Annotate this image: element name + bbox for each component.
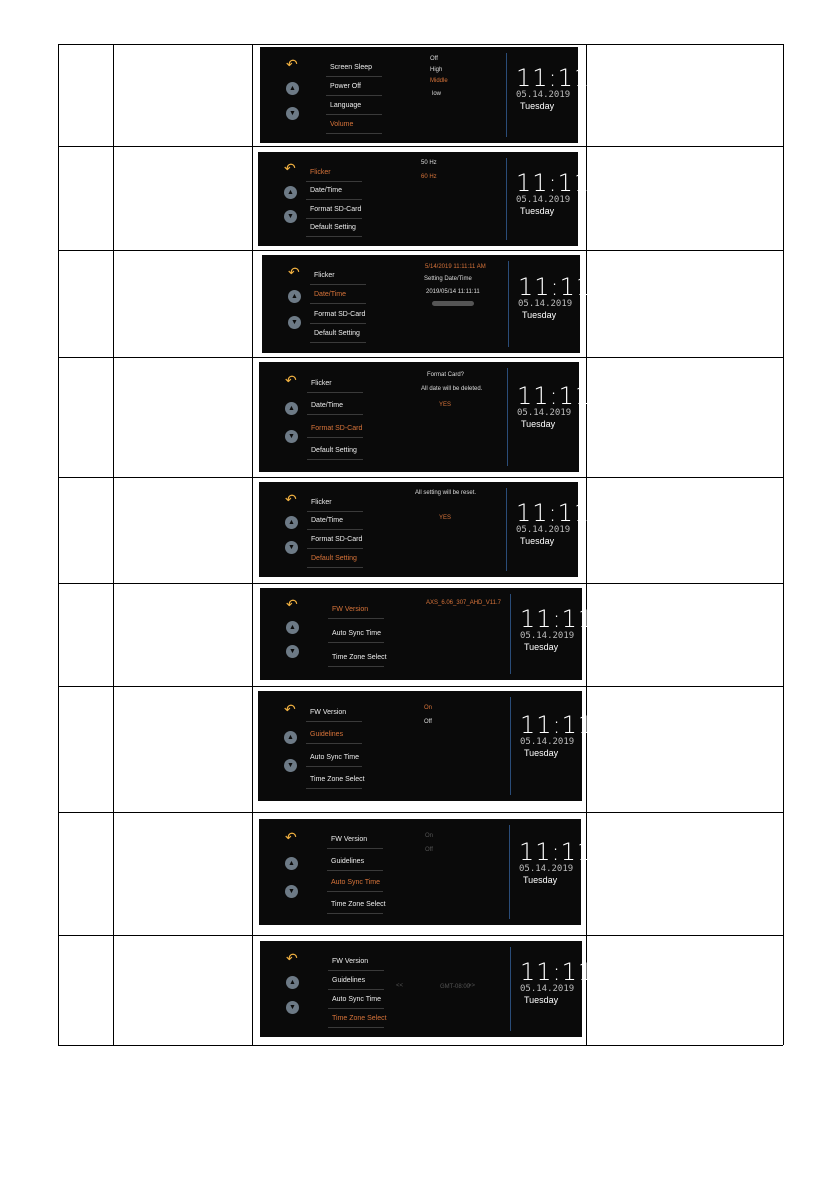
clock-day: Tuesday <box>521 419 556 429</box>
clock-time-row <box>520 711 610 739</box>
option-item[interactable]: 2019/05/14 11:11:11 <box>426 289 480 295</box>
device-screenshot <box>260 941 610 1037</box>
option-item[interactable]: On <box>425 833 434 839</box>
back-arrow-icon[interactable]: ↶ <box>284 701 296 717</box>
menu-separator <box>310 342 366 343</box>
back-arrow-icon[interactable]: ↶ <box>288 264 300 280</box>
menu-separator <box>306 743 362 744</box>
scroll-down-icon[interactable]: ▼ <box>285 541 298 554</box>
menu-item[interactable]: Guidelines <box>332 977 366 984</box>
option-item[interactable]: YES <box>439 402 452 408</box>
clock-day: Tuesday <box>524 995 559 1005</box>
clock-ampm: AM <box>596 972 610 982</box>
menu-item[interactable]: Screen Sleep <box>330 64 373 71</box>
clock-time-row <box>518 273 608 301</box>
menu-item[interactable]: Date/Time <box>310 187 343 194</box>
clock-ampm: AM <box>596 725 610 735</box>
menu-separator <box>328 970 384 971</box>
menu-item[interactable]: Default Setting <box>310 224 356 231</box>
table-row-rule <box>58 250 783 251</box>
settings-menu <box>310 691 390 801</box>
scroll-up-icon[interactable]: ▲ <box>286 976 299 989</box>
scroll-down-icon[interactable]: ▼ <box>284 210 297 223</box>
settings-menu <box>310 152 390 246</box>
menu-separator <box>328 989 384 990</box>
option-item[interactable]: << <box>396 983 404 989</box>
clock-time: 11:11 <box>520 605 595 633</box>
panel-divider <box>510 947 511 1031</box>
clock-day: Tuesday <box>520 536 555 546</box>
table-row-rule <box>58 812 783 813</box>
back-arrow-icon[interactable]: ↶ <box>285 829 297 845</box>
option-item[interactable]: GMT-08:00 <box>440 984 471 990</box>
menu-separator <box>327 870 383 871</box>
clock-date: 05.14.2019 <box>516 195 571 205</box>
clock-time: 11:11 <box>516 499 591 527</box>
menu-item[interactable]: Auto Sync Time <box>332 630 382 637</box>
menu-separator <box>307 437 363 438</box>
device-screenshot <box>259 482 606 577</box>
menu-item[interactable]: Format SD-Card <box>311 536 363 543</box>
menu-separator <box>306 236 362 237</box>
table-row-rule <box>58 686 783 687</box>
scroll-up-icon[interactable]: ▲ <box>285 857 298 870</box>
clock-date: 05.14.2019 <box>520 737 575 747</box>
menu-item[interactable]: Date/Time <box>311 517 344 524</box>
clock-panel <box>520 711 610 758</box>
menu-separator <box>328 666 384 667</box>
menu-item[interactable]: Flicker <box>311 499 332 506</box>
panel-divider <box>510 697 511 795</box>
panel-divider <box>508 261 509 347</box>
panel-divider <box>507 368 508 466</box>
clock-day: Tuesday <box>523 875 558 885</box>
option-item[interactable]: AXS_6.06_307_AHD_V11.7 <box>426 600 501 606</box>
menu-item[interactable]: Guidelines <box>331 858 365 865</box>
clock-day: Tuesday <box>524 642 559 652</box>
menu-item[interactable]: Auto Sync Time <box>310 754 360 761</box>
option-item[interactable]: Off <box>425 847 433 853</box>
menu-item[interactable]: Format SD-Card <box>311 425 363 432</box>
menu-separator <box>307 548 363 549</box>
table-row-rule <box>58 1045 783 1046</box>
clock-panel <box>516 169 606 216</box>
menu-item[interactable]: Time Zone Select <box>331 901 386 908</box>
menu-item[interactable]: FW Version <box>332 606 369 613</box>
clock-panel <box>517 382 607 429</box>
clock-time: 11:11 <box>520 958 595 986</box>
clock-panel <box>516 499 606 546</box>
clock-panel <box>519 838 609 885</box>
menu-separator <box>328 1027 384 1028</box>
settings-menu <box>332 588 412 680</box>
menu-separator <box>326 95 382 96</box>
clock-time: 11:11 <box>518 273 593 301</box>
table-row-rule <box>58 935 783 936</box>
scroll-up-icon[interactable]: ▲ <box>285 516 298 529</box>
menu-separator <box>307 511 363 512</box>
scroll-down-icon[interactable]: ▼ <box>285 430 298 443</box>
menu-item[interactable]: Language <box>330 102 362 109</box>
clock-date: 05.14.2019 <box>518 299 573 309</box>
menu-separator <box>327 848 383 849</box>
clock-panel <box>520 958 610 1005</box>
settings-menu <box>314 255 394 353</box>
option-item[interactable]: 50 Hz <box>421 160 437 166</box>
clock-time: 11:11 <box>517 382 592 410</box>
panel-divider <box>506 158 507 240</box>
menu-separator <box>328 642 384 643</box>
device-screenshot <box>260 588 610 680</box>
panel-divider <box>510 594 511 674</box>
clock-date: 05.14.2019 <box>517 408 572 418</box>
back-arrow-icon[interactable]: ↶ <box>286 56 298 72</box>
clock-ampm: AM <box>594 287 608 297</box>
settings-menu <box>311 482 391 577</box>
device-screenshot <box>259 819 609 925</box>
clock-time-row <box>517 382 607 410</box>
option-item[interactable]: Off <box>424 719 432 725</box>
clock-day: Tuesday <box>520 206 555 216</box>
clock-time-row <box>516 499 606 527</box>
clock-time-row <box>519 838 609 866</box>
clock-day: Tuesday <box>524 748 559 758</box>
scroll-down-icon[interactable]: ▼ <box>285 885 298 898</box>
clock-time: 11:11 <box>516 64 591 92</box>
scroll-down-icon[interactable]: ▼ <box>286 645 299 658</box>
menu-item[interactable]: Flicker <box>310 169 331 176</box>
menu-item[interactable]: Format SD-Card <box>314 311 366 318</box>
menu-separator <box>307 414 363 415</box>
menu-item[interactable]: Default Setting <box>314 330 360 337</box>
option-item[interactable]: low <box>432 91 442 97</box>
table-row-rule <box>58 146 783 147</box>
menu-item[interactable]: FW Version <box>332 958 369 965</box>
menu-item[interactable]: Format SD-Card <box>310 206 362 213</box>
scroll-down-icon[interactable]: ▼ <box>284 759 297 772</box>
clock-day: Tuesday <box>520 101 555 111</box>
clock-time: 11:11 <box>520 711 595 739</box>
table-column-rule <box>113 44 114 1045</box>
clock-date: 05.14.2019 <box>516 525 571 535</box>
table-column-rule <box>58 44 59 1045</box>
menu-separator <box>306 218 362 219</box>
clock-ampm: AM <box>593 396 607 406</box>
menu-item[interactable]: Volume <box>330 121 354 128</box>
back-arrow-icon[interactable]: ↶ <box>284 160 296 176</box>
option-item[interactable]: All date will be deleted. <box>421 386 483 392</box>
back-arrow-icon[interactable]: ↶ <box>285 372 297 388</box>
table-row-rule <box>58 477 783 478</box>
scroll-down-icon[interactable]: ▼ <box>288 316 301 329</box>
menu-item[interactable]: Guidelines <box>310 731 344 738</box>
menu-separator <box>310 284 366 285</box>
clock-ampm: AM <box>592 78 606 88</box>
menu-item[interactable]: Time Zone Select <box>332 654 387 661</box>
menu-item[interactable]: FW Version <box>331 836 368 843</box>
menu-item[interactable]: Auto Sync Time <box>331 879 381 886</box>
menu-separator <box>306 181 362 182</box>
clock-panel <box>516 64 606 111</box>
menu-item[interactable]: Time Zone Select <box>332 1015 387 1022</box>
table-row-rule <box>58 44 783 45</box>
clock-time-row <box>520 605 610 633</box>
menu-separator <box>326 133 382 134</box>
table-row-rule <box>58 583 783 584</box>
menu-item[interactable]: FW Version <box>310 709 347 716</box>
settings-menu <box>330 47 410 143</box>
menu-item[interactable]: Time Zone Select <box>310 776 365 783</box>
option-item[interactable]: Off <box>430 56 438 62</box>
menu-separator <box>310 323 366 324</box>
menu-item[interactable]: Auto Sync Time <box>332 996 382 1003</box>
menu-separator <box>326 76 382 77</box>
option-item[interactable]: Setting Date/Time <box>424 276 472 282</box>
settings-menu <box>331 819 411 925</box>
panel-divider <box>506 53 507 137</box>
device-screenshot <box>258 691 610 801</box>
clock-ampm: AM <box>596 619 610 629</box>
clock-time-row <box>516 169 606 197</box>
menu-separator <box>328 618 384 619</box>
scroll-up-icon[interactable]: ▲ <box>286 82 299 95</box>
back-arrow-icon[interactable]: ↶ <box>286 596 298 612</box>
menu-item[interactable]: Flicker <box>314 272 335 279</box>
menu-item[interactable]: Flicker <box>311 380 332 387</box>
menu-separator <box>306 788 362 789</box>
table-row-rule <box>58 357 783 358</box>
clock-time-row <box>520 958 610 986</box>
clock-panel <box>520 605 610 652</box>
panel-divider <box>506 488 507 571</box>
settings-menu <box>332 941 412 1037</box>
option-item[interactable]: On <box>424 705 433 711</box>
menu-separator <box>328 1008 384 1009</box>
table-column-rule <box>783 44 784 1045</box>
clock-panel <box>518 273 608 320</box>
menu-item[interactable]: Default Setting <box>311 447 357 454</box>
date-time-slider[interactable] <box>432 301 474 306</box>
menu-item[interactable]: Date/Time <box>311 402 344 409</box>
device-screenshot <box>262 255 608 353</box>
scroll-up-icon[interactable]: ▲ <box>284 186 297 199</box>
scroll-up-icon[interactable]: ▲ <box>284 731 297 744</box>
option-item[interactable]: All setting will be reset. <box>415 490 477 496</box>
menu-item[interactable]: Date/Time <box>314 291 347 298</box>
table-column-rule <box>252 44 253 1045</box>
scroll-up-icon[interactable]: ▲ <box>286 621 299 634</box>
clock-time-row <box>516 64 606 92</box>
menu-separator <box>326 114 382 115</box>
panel-divider <box>509 825 510 919</box>
back-arrow-icon[interactable]: ↶ <box>286 950 298 966</box>
scroll-down-icon[interactable]: ▼ <box>286 1001 299 1014</box>
menu-item[interactable]: Default Setting <box>311 555 357 562</box>
option-item[interactable]: 5/14/2019 11:11:11 AM <box>425 264 486 270</box>
device-screenshot <box>258 152 606 246</box>
menu-separator <box>306 199 362 200</box>
option-item[interactable]: YES <box>439 515 452 521</box>
clock-date: 05.14.2019 <box>519 864 574 874</box>
scroll-down-icon[interactable]: ▼ <box>286 107 299 120</box>
clock-date: 05.14.2019 <box>516 90 571 100</box>
menu-separator <box>307 567 363 568</box>
clock-ampm: AM <box>592 183 606 193</box>
menu-separator <box>306 766 362 767</box>
clock-time: 11:11 <box>519 838 594 866</box>
menu-separator <box>307 529 363 530</box>
scroll-up-icon[interactable]: ▲ <box>288 290 301 303</box>
menu-separator <box>306 721 362 722</box>
settings-menu <box>311 362 391 472</box>
menu-separator <box>307 392 363 393</box>
menu-separator <box>310 303 366 304</box>
menu-separator <box>307 459 363 460</box>
option-item[interactable]: 60 Hz <box>421 174 437 180</box>
device-screenshot <box>259 362 607 472</box>
device-screenshot <box>260 47 606 143</box>
back-arrow-icon[interactable]: ↶ <box>285 491 297 507</box>
clock-ampm: AM <box>592 513 606 523</box>
scroll-up-icon[interactable]: ▲ <box>285 402 298 415</box>
clock-day: Tuesday <box>522 310 557 320</box>
clock-time: 11:11 <box>516 169 591 197</box>
option-item[interactable]: Format Card? <box>427 372 465 378</box>
menu-separator <box>327 891 383 892</box>
clock-ampm: AM <box>595 852 609 862</box>
option-item[interactable]: High <box>430 67 443 73</box>
clock-date: 05.14.2019 <box>520 631 575 641</box>
option-item[interactable]: Middle <box>430 78 448 84</box>
clock-date: 05.14.2019 <box>520 984 575 994</box>
menu-item[interactable]: Power Off <box>330 83 361 90</box>
menu-separator <box>327 913 383 914</box>
option-item[interactable]: >> <box>468 983 476 989</box>
